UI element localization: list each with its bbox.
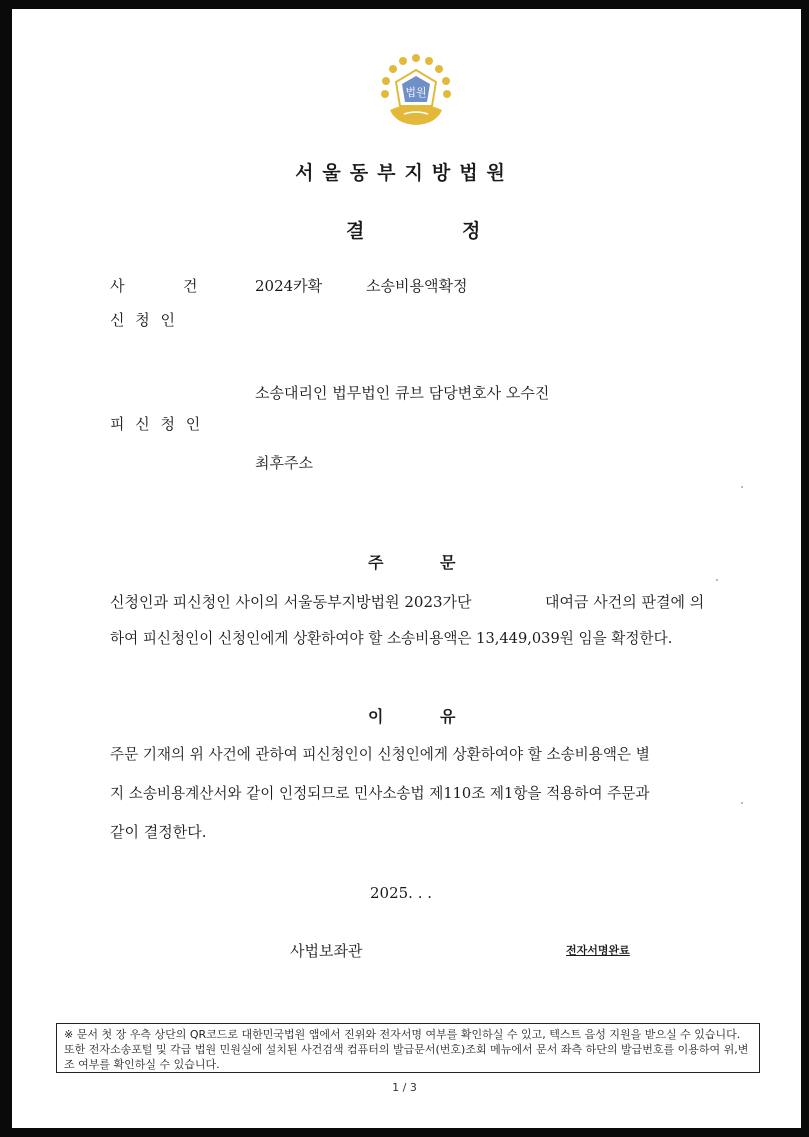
verification-notice: ※ 문서 첫 장 우측 상단의 QR코드로 대한민국법원 앱에서 진위와 전자서명 여부를 확인하실 수 있고, 텍스트 음성 지원을 받으실 수 있습니다. 또한 전자소송포털 및 각급 법원 민원실에 설치된 사건검색 컴퓨터의 발급문서(번호)조회 메뉴에서 문서 좌측 하단의 발급번호를 이용하여 위,변조 여부를 확인하실 수 있습니다. — [56, 1023, 760, 1073]
reason-line-3: 같이 결정한다. — [110, 823, 207, 841]
emblem-label: 법원 — [405, 86, 427, 99]
reason-line-1: 주문 기재의 위 사건에 관하여 피신청인이 신청인에게 상환하여야 할 소송비용액은 별 — [110, 746, 650, 763]
scan-speck — [741, 486, 743, 488]
respondent-address-label: 최후주소 — [255, 454, 313, 472]
scan-speck — [716, 579, 718, 581]
order-line-1b: 대여금 사건의 판결에 의 — [545, 593, 705, 611]
case-number: 2024카확 — [255, 277, 323, 295]
page-number: 1 / 3 — [392, 1081, 417, 1094]
doc-title-left: 결 — [346, 220, 365, 242]
decision-date: 2025. . . — [370, 884, 433, 902]
e-signature-stamp: 전자서명완료 — [566, 944, 630, 957]
applicant-label: 신 청 인 — [110, 311, 179, 329]
court-emblem-icon — [376, 52, 456, 128]
reason-line-2: 지 소송비용계산서와 같이 인정되므로 민사소송법 제110조 제1항을 적용하여 주문과 — [110, 785, 650, 802]
reason-heading-right: 유 — [440, 707, 456, 726]
order-heading-left: 주 — [368, 553, 384, 572]
reason-heading-left: 이 — [368, 707, 384, 726]
order-line-2: 하여 피신청인이 신청인에게 상환하여야 할 소송비용액은 13,449,039원 임을 확정한다. — [110, 630, 673, 647]
signer-title: 사법보좌관 — [290, 942, 363, 960]
doc-title-right: 정 — [462, 220, 481, 242]
applicant-agent: 소송대리인 법무법인 큐브 담당변호사 오수진 — [255, 384, 550, 402]
scan-speck — [741, 802, 743, 804]
order-heading-right: 문 — [440, 553, 456, 572]
respondent-label: 피 신 청 인 — [110, 415, 204, 433]
case-label-b: 건 — [183, 277, 198, 295]
case-label-a: 사 — [110, 277, 125, 295]
case-name: 소송비용액확정 — [366, 277, 468, 295]
order-line-1a: 신청인과 피신청인 사이의 서울동부지방법원 2023가단 — [110, 593, 472, 611]
court-name: 서울동부지방법원 — [295, 162, 514, 184]
